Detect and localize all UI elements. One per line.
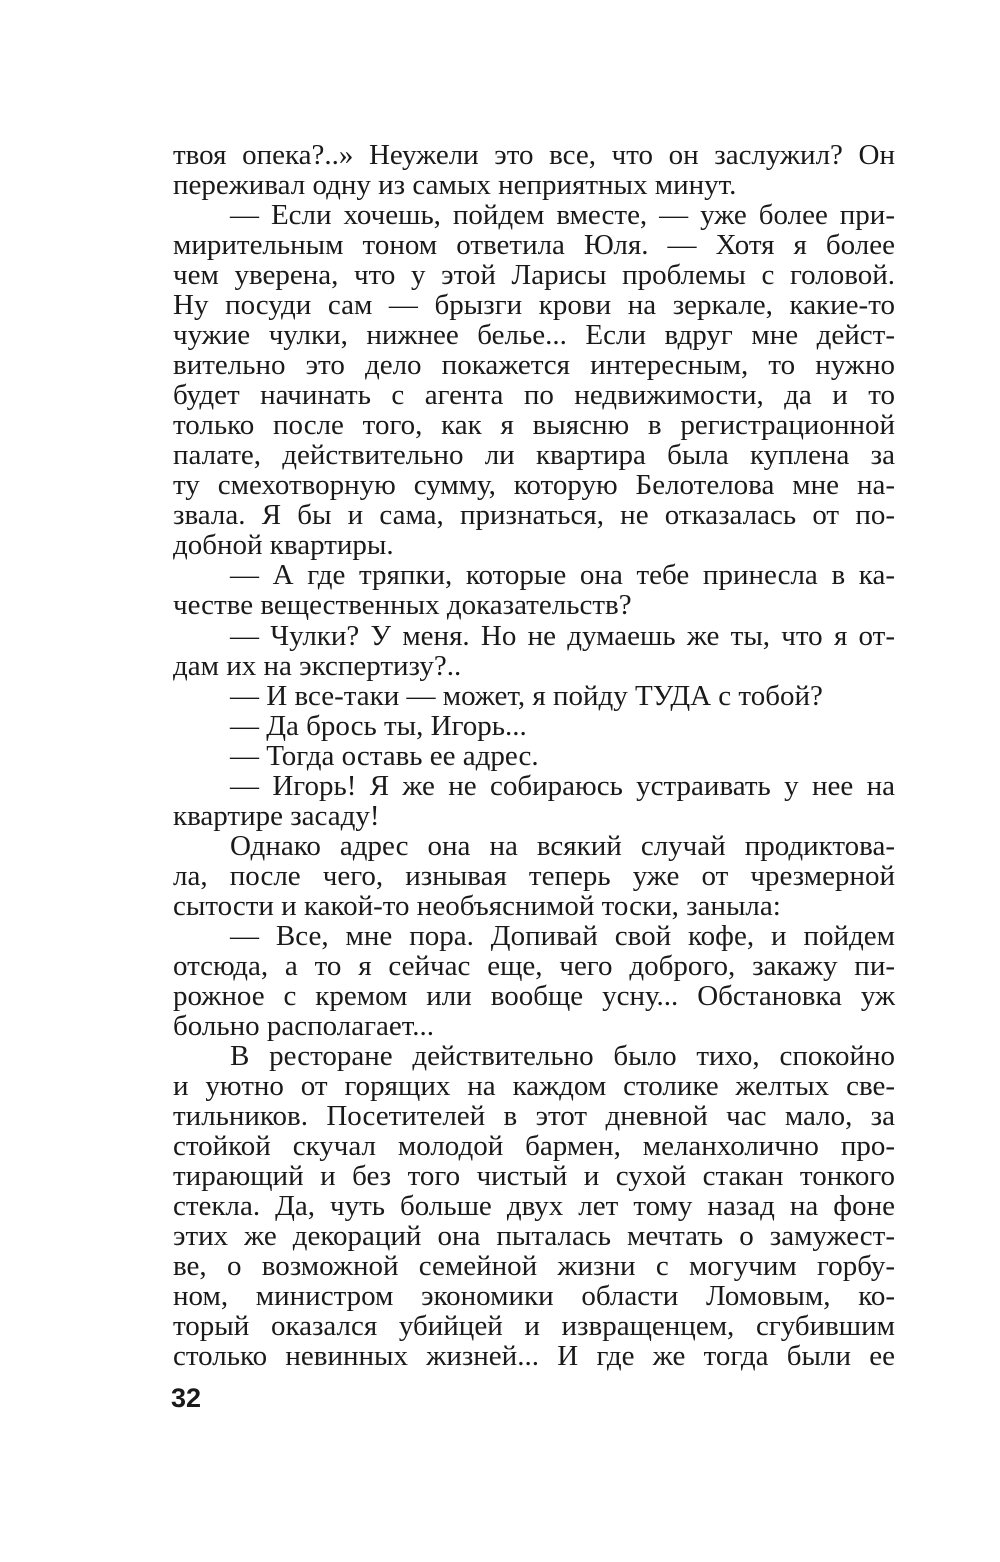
text-line: будет начинать с агента по недвижимости, да и то xyxy=(173,379,895,412)
text-line: честве вещественных доказательств? xyxy=(173,589,632,622)
text-line: добной квартиры. xyxy=(173,529,394,562)
text-line: больно располагает... xyxy=(173,1009,434,1042)
text-line: квартире засаду! xyxy=(173,799,380,832)
text-line: торый оказался убийцей и извращенцем, сгубившим xyxy=(173,1310,895,1343)
text-line: ла, после чего, изнывая теперь уже от чрезмерной xyxy=(173,859,895,892)
text-line: В ресторане действительно было тихо, спокойно xyxy=(230,1039,895,1072)
text-line: — А где тряпки, которые она тебе принесла в ка- xyxy=(230,559,895,592)
text-line: рожное с кремом или вообще усну... Обстановка уж xyxy=(173,979,895,1012)
text-line: — Игорь! Я же не собираюсь устраивать у нее на xyxy=(230,769,895,802)
text-line: палате, действительно ли квартира была куплена за xyxy=(173,439,895,472)
page-number: 32 xyxy=(171,1383,202,1413)
text-line: отсюда, а то я сейчас еще, чего доброго, закажу пи- xyxy=(173,949,895,982)
text-line: мирительным тоном ответила Юля. — Хотя я более xyxy=(173,229,895,262)
text-line: стойкой скучал молодой бармен, меланхолично про- xyxy=(173,1130,895,1163)
text-line: только после того, как я выясню в регистрационной xyxy=(173,409,895,442)
text-line: чужие чулки, нижнее белье... Если вдруг мне дейст- xyxy=(173,319,895,352)
text-line: переживал одну из самых неприятных минут. xyxy=(173,169,737,202)
text-line: ту смехотворную сумму, которую Белотелова мне на- xyxy=(173,469,895,502)
text-line: — Если хочешь, пойдем вместе, — уже более при- xyxy=(230,199,895,232)
text-line: — Тогда оставь ее адрес. xyxy=(230,739,539,772)
text-line: — Все, мне пора. Допивай свой кофе, и пойдем xyxy=(230,919,895,952)
text-line: тильников. Посетителей в этот дневной час мало, за xyxy=(173,1100,895,1132)
text-line: чем уверена, что у этой Ларисы проблемы с головой. xyxy=(173,259,895,292)
text-line: твоя опека?..» Неужели это все, что он заслужил? Он xyxy=(173,139,895,171)
text-line: столько невинных жизней... И где же тогда были ее xyxy=(173,1340,895,1373)
text-line: этих же декораций она пыталась мечтать о замужест- xyxy=(173,1220,895,1253)
text-line: стекла. Да, чуть больше двух лет тому назад на фоне xyxy=(173,1190,895,1223)
text-line: ве, о возможной семейной жизни с могучим горбу- xyxy=(173,1250,895,1283)
text-line: звала. Я бы и сама, признаться, не отказалась от по- xyxy=(173,499,895,532)
text-line: тирающий и без того чистый и сухой стакан тонкого xyxy=(173,1160,895,1193)
text-line: сытости и какой-то необъяснимой тоски, заныла: xyxy=(173,889,781,922)
text-line: — Да брось ты, Игорь... xyxy=(230,709,527,742)
text-line: вительно это дело покажется интересным, то нужно xyxy=(173,349,895,382)
text-line: Ну посуди сам — брызги крови на зеркале, какие-то xyxy=(173,289,895,322)
text-line: дам их на экспертизу?.. xyxy=(173,649,462,682)
text-line: — Чулки? У меня. Но не думаешь же ты, что я от- xyxy=(230,619,895,652)
text-line: ном, министром экономики области Ломовым, ко- xyxy=(173,1280,895,1313)
text-line: Однако адрес она на всякий случай продиктова- xyxy=(230,829,895,862)
body-text xyxy=(173,140,895,1371)
text-line: — И все-таки — может, я пойду ТУДА с тобой? xyxy=(230,679,823,712)
text-line: и уютно от горящих на каждом столике желтых све- xyxy=(173,1069,895,1102)
